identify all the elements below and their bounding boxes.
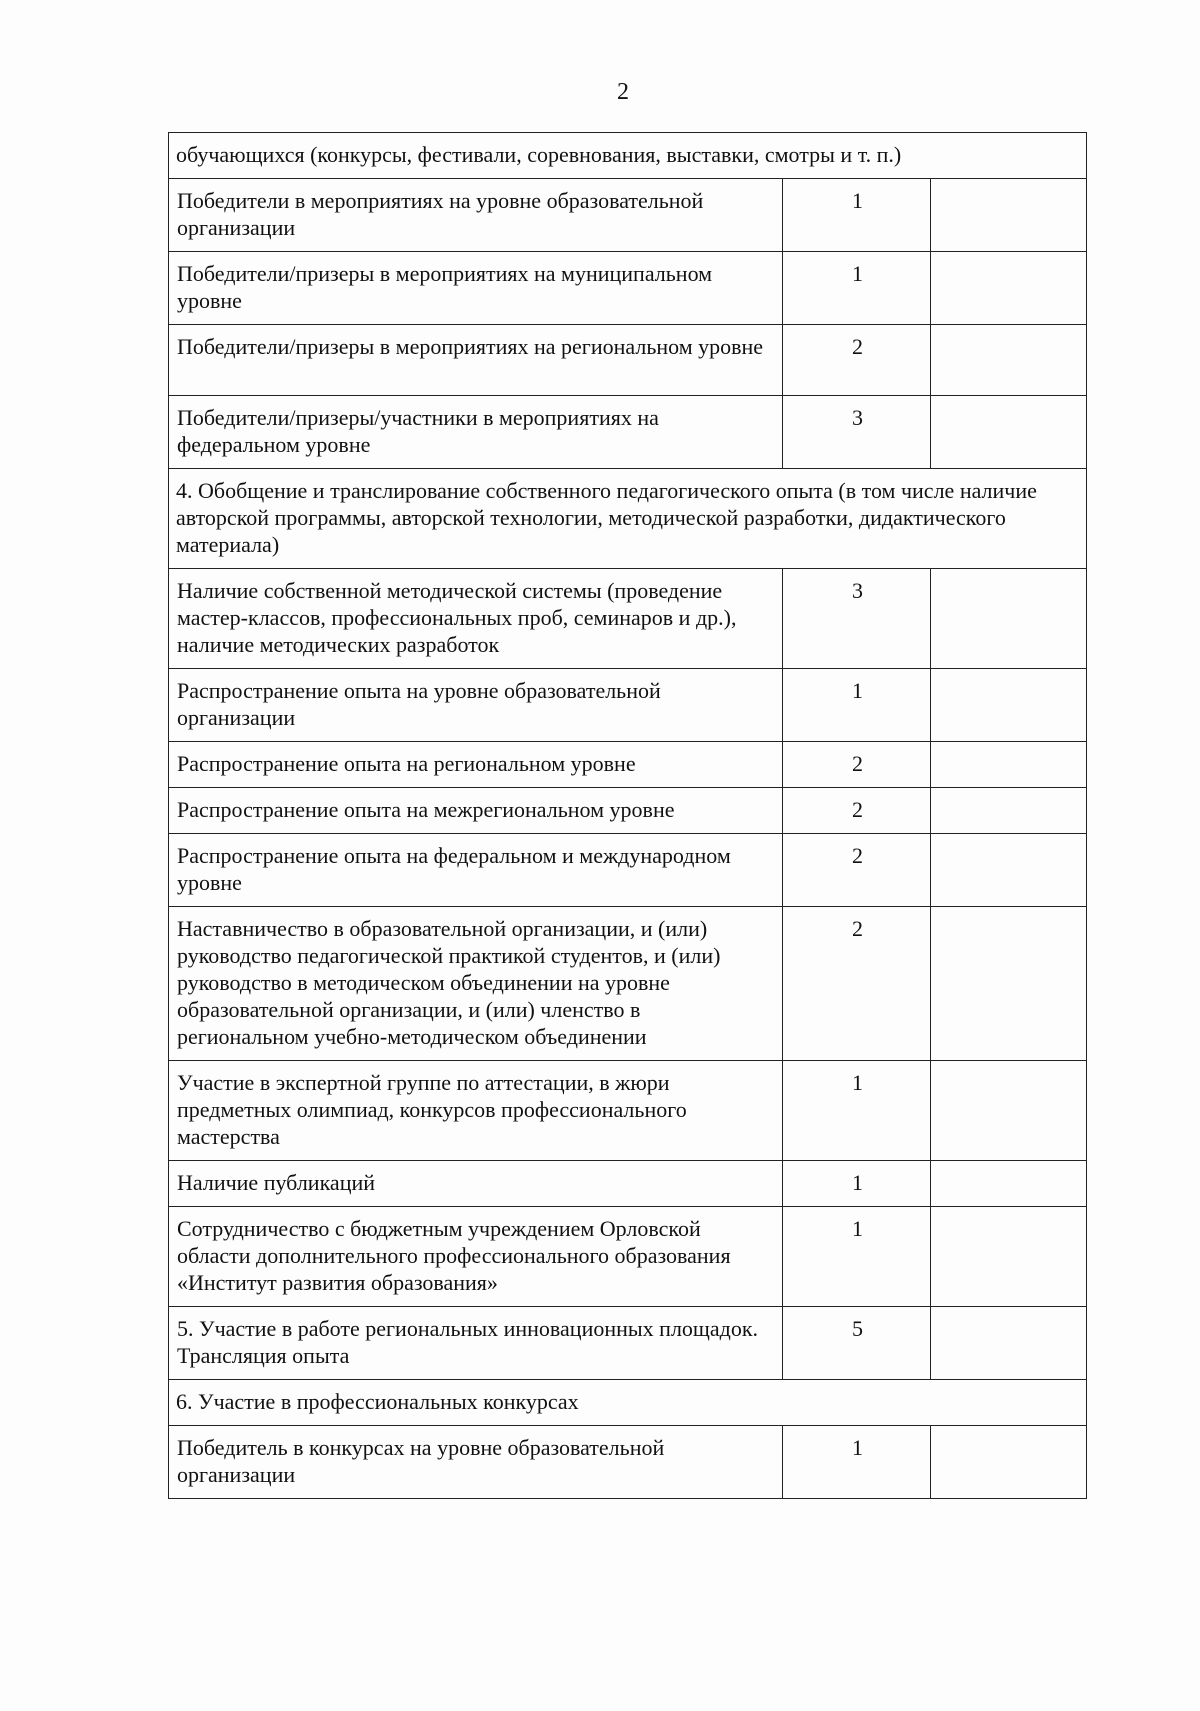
criterion-points: 2: [783, 742, 931, 788]
score-cell[interactable]: [931, 669, 1087, 742]
section-title: 6. Участие в профессиональных конкурсах: [169, 1380, 1087, 1426]
criterion-text: Наставничество в образовательной организации, и (или) руководство педагогической практикой студентов, и (или) руководство в методическом объединении на уровне образовательной организации, и (или) членство в региональном учебно-методическом объединении: [169, 907, 783, 1061]
criterion-text: Распространение опыта на региональном уровне: [169, 742, 783, 788]
criterion-text: Победители/призеры в мероприятиях на региональном уровне: [169, 325, 783, 396]
criterion-text: Победители/призеры в мероприятиях на муниципальном уровне: [169, 252, 783, 325]
score-cell[interactable]: [931, 179, 1087, 252]
score-cell[interactable]: [931, 1426, 1087, 1499]
criterion-points: 1: [783, 1207, 931, 1307]
criterion-row: [169, 742, 1087, 788]
criterion-points: 1: [783, 1426, 931, 1499]
criterion-text: Распространение опыта на федеральном и международном уровне: [169, 834, 783, 907]
criterion-points: 5: [783, 1307, 931, 1380]
criterion-row: [169, 325, 1087, 396]
criterion-row: [169, 669, 1087, 742]
criterion-row: [169, 179, 1087, 252]
score-cell[interactable]: [931, 788, 1087, 834]
criteria-table: [168, 132, 1087, 1499]
criterion-points: 1: [783, 1061, 931, 1161]
criterion-text: Распространение опыта на межрегиональном уровне: [169, 788, 783, 834]
criterion-text: Участие в экспертной группе по аттестации, в жюри предметных олимпиад, конкурсов профессионального мастерства: [169, 1061, 783, 1161]
criterion-text: Победители в мероприятиях на уровне образовательной организации: [169, 179, 783, 252]
section-header-row: [169, 469, 1087, 569]
criterion-row: [169, 1207, 1087, 1307]
section-header-row: [169, 1380, 1087, 1426]
criterion-points: 1: [783, 669, 931, 742]
criterion-points: 2: [783, 788, 931, 834]
criterion-row: [169, 834, 1087, 907]
criterion-points: 3: [783, 396, 931, 469]
section-title: 4. Обобщение и транслирование собственного педагогического опыта (в том числе наличие авторской программы, авторской технологии, методической разработки, дидактического материала): [169, 469, 1087, 569]
criterion-text: 5. Участие в работе региональных инновационных площадок. Трансляция опыта: [169, 1307, 783, 1380]
score-cell[interactable]: [931, 907, 1087, 1061]
score-cell[interactable]: [931, 325, 1087, 396]
section-header-row: [169, 133, 1087, 179]
criterion-text: Распространение опыта на уровне образовательной организации: [169, 669, 783, 742]
criterion-row: [169, 1061, 1087, 1161]
criterion-row: [169, 788, 1087, 834]
criterion-points: 1: [783, 1161, 931, 1207]
criterion-row: [169, 569, 1087, 669]
criterion-points: 2: [783, 834, 931, 907]
score-cell[interactable]: [931, 834, 1087, 907]
criterion-text: Победители/призеры/участники в мероприятиях на федеральном уровне: [169, 396, 783, 469]
criterion-text: Наличие собственной методической системы (проведение мастер-классов, профессиональных проб, семинаров и др.), наличие методических разработок: [169, 569, 783, 669]
criterion-points: 2: [783, 325, 931, 396]
section-title: обучающихся (конкурсы, фестивали, соревнования, выставки, смотры и т. п.): [169, 133, 1087, 179]
criterion-points: 2: [783, 907, 931, 1061]
score-cell[interactable]: [931, 1061, 1087, 1161]
criterion-points: 1: [783, 252, 931, 325]
criterion-row: [169, 907, 1087, 1061]
criterion-row: [169, 396, 1087, 469]
score-cell[interactable]: [931, 252, 1087, 325]
criterion-points: 3: [783, 569, 931, 669]
criterion-row: [169, 1307, 1087, 1380]
criterion-row: [169, 1426, 1087, 1499]
criterion-text: Наличие публикаций: [169, 1161, 783, 1207]
criterion-points: 1: [783, 179, 931, 252]
score-cell[interactable]: [931, 569, 1087, 669]
criterion-text: Сотрудничество с бюджетным учреждением Орловской области дополнительного профессионального образования «Институт развития образования»: [169, 1207, 783, 1307]
page-number: 2: [617, 79, 629, 105]
score-cell[interactable]: [931, 1207, 1087, 1307]
score-cell[interactable]: [931, 1307, 1087, 1380]
score-cell[interactable]: [931, 396, 1087, 469]
criterion-row: [169, 252, 1087, 325]
score-cell[interactable]: [931, 742, 1087, 788]
criterion-text: Победитель в конкурсах на уровне образовательной организации: [169, 1426, 783, 1499]
criterion-row: [169, 1161, 1087, 1207]
score-cell[interactable]: [931, 1161, 1087, 1207]
